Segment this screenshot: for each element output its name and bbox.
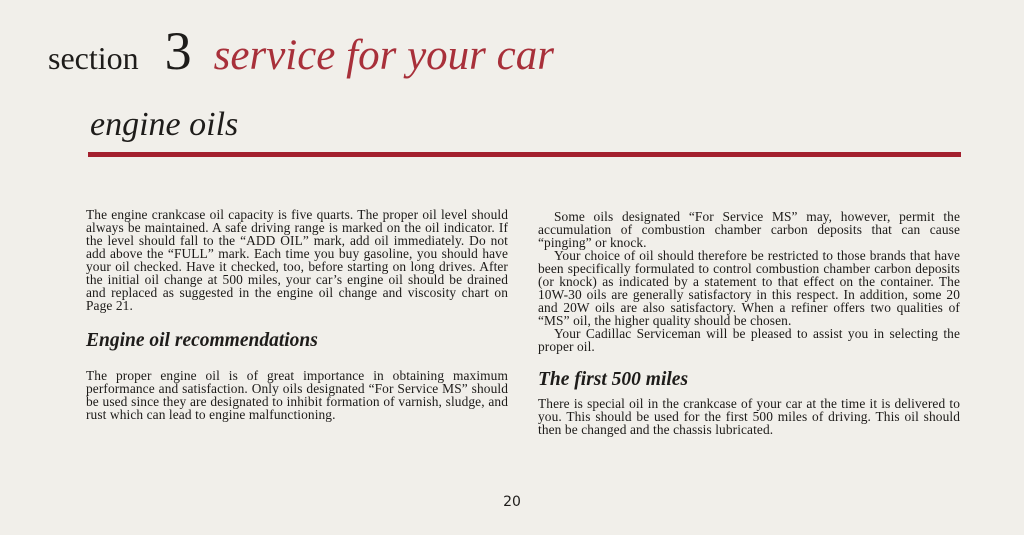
left-column [86, 208, 508, 421]
oil-capacity-paragraph: The engine crankcase oil capacity is five quarts. The proper oil level should always be maintained. A safe driving range is marked on the oil indicator. If the level should fall to the “ADD OIL” mark, add oil immediately. Do not add above the “FULL” mark. Each time you buy gasoline, you should have your oil checked. Have it checked, too, before starting on long drives. After the initial oil change at 500 miles, your car’s engine oil should be drained and replaced as suggested in the engine oil change and viscosity chart on Page 21. [86, 207, 508, 313]
first-500-miles-heading: The first 500 miles [538, 369, 689, 390]
section-number: 3 [164, 21, 192, 81]
page-number: 20 [503, 494, 521, 510]
section-header [48, 21, 554, 81]
title-divider [88, 152, 961, 157]
first-500-miles-paragraph: There is special oil in the crankcase of your car at the time it is delivered to you. This should be used for the first 500 miles of driving. This oil should then be changed and the chassis lubricated. [538, 396, 960, 437]
page-subtitle: engine oils [90, 106, 239, 143]
serviceman-paragraph: Your Cadillac Serviceman will be pleased to assist you in selecting the proper oil. [538, 326, 960, 354]
recommendations-heading: Engine oil recommendations [86, 330, 318, 351]
right-column [538, 210, 960, 436]
recommendations-paragraph: The proper engine oil is of great importance in obtaining maximum performance and satisfaction. Only oils designated “For Service MS” should be used since they are designated to inhibit formation of varnish, sludge, and rust which can lead to engine malfunctioning. [86, 368, 508, 422]
carbon-deposits-paragraph: Some oils designated “For Service MS” may, however, permit the accumulation of combustion chamber carbon deposits that can cause “pinging” or knock. [538, 209, 960, 250]
section-label: section [48, 40, 139, 76]
section-title: service for your car [213, 32, 554, 79]
oil-choice-paragraph: Your choice of oil should therefore be restricted to those brands that have been specifically formulated to control combustion chamber carbon deposits (or knock) as indicated by a statement to that effect on the container. The 10W-30 oils are generally satisfactory in this respect. In addition, some 20 and 20W oils are also satisfactory. When a refiner offers two qualities of “MS” oil, the higher quality should be chosen. [538, 248, 960, 328]
